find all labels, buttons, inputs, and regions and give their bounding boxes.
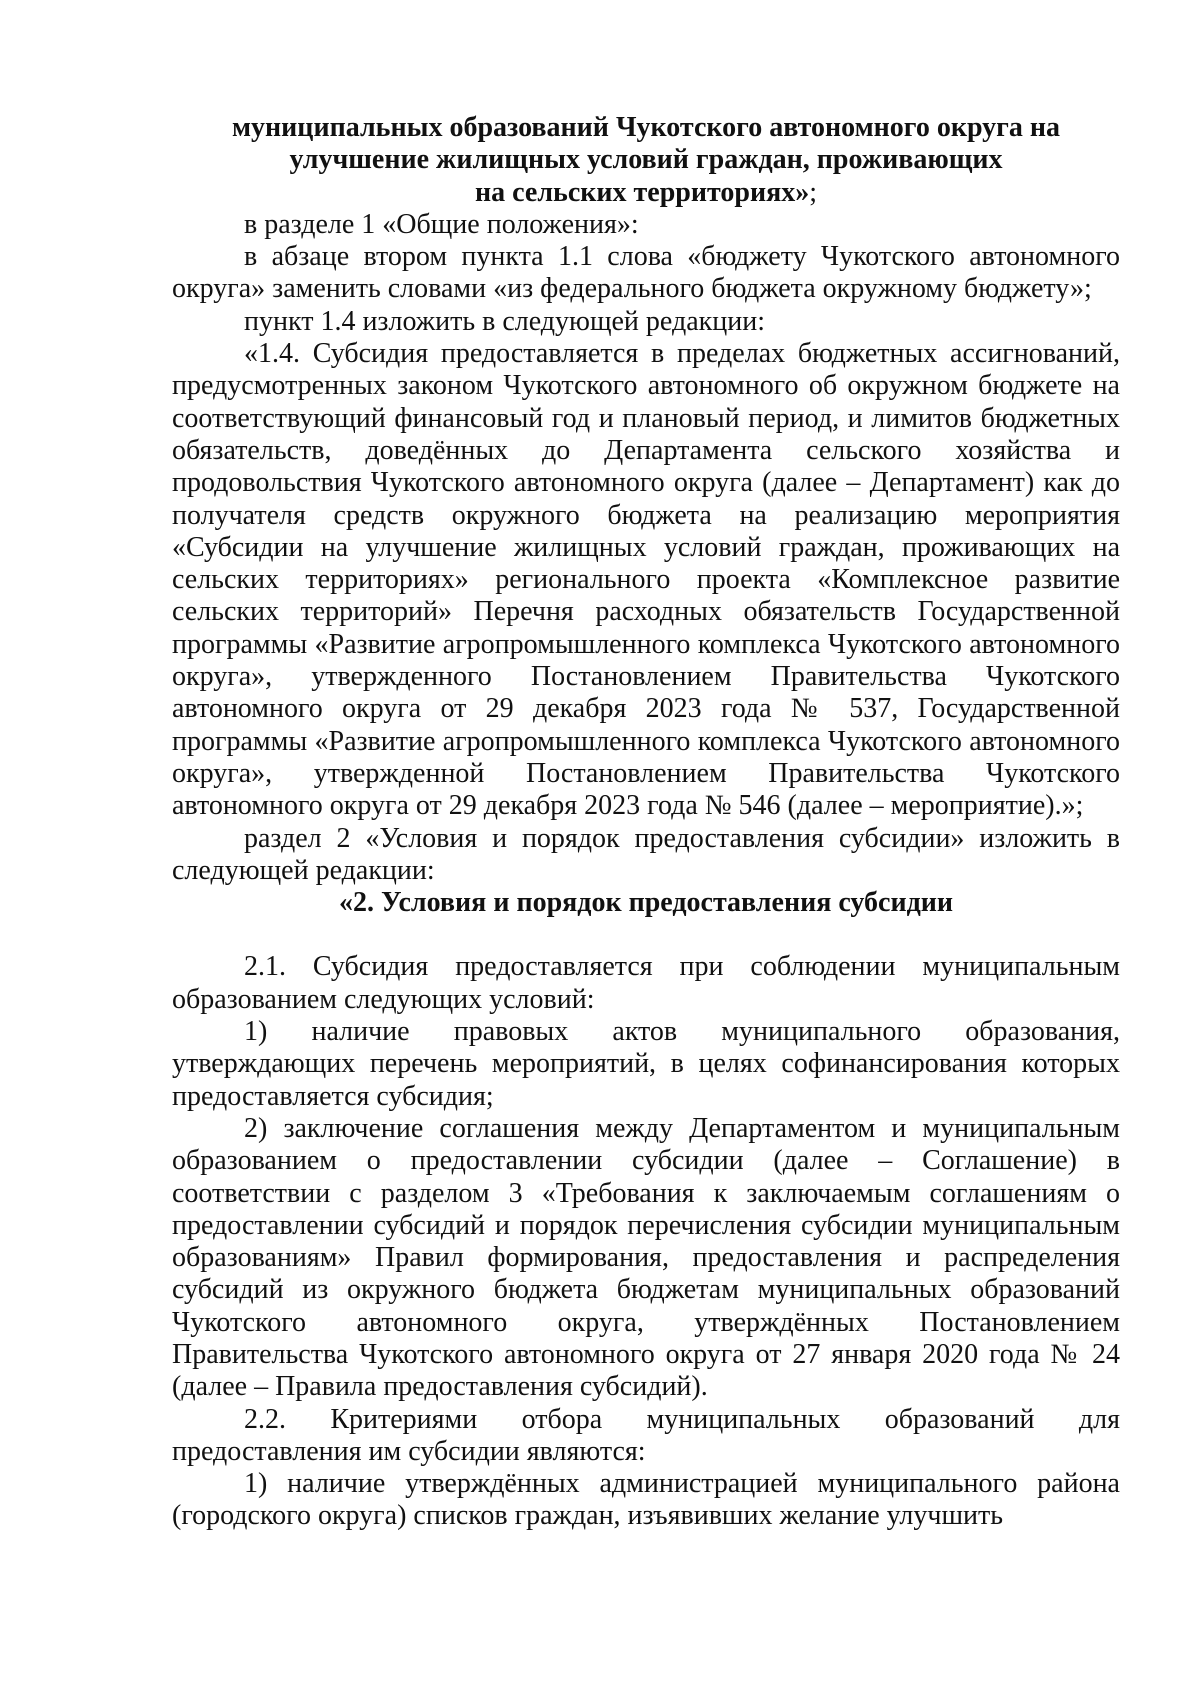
heading-line-3-text: на сельских территориях»: [474, 176, 810, 208]
paragraph-section2-intro: раздел 2 «Условия и порядок предоставления субсидии» изложить в следующей редакции:: [172, 822, 1120, 886]
paragraph-clause-1-4: «1.4. Субсидия предоставляется в пределах бюджетных ассигнований, предусмотренных законом Чукотского автономного об окружном бюджете на соответствующий финансовый год и плановый период, и лимитов бюджетных обязательств, доведённых до Департамента сельского хозяйства и продовольствия Чукотского автономного округа (далее – Департамент) как до получателя средств окружного бюджета на реализацию мероприятия «Субсидии на улучшение жилищных условий граждан, проживающих на сельских территориях» регионального проекта «Комплексное развитие сельских территорий» Перечня расходных обязательств Государственной программы «Развитие агропромышленного комплекса Чукотского автономного округа», утвержденного Постановлением Правительства Чукотского автономного округа от 29 декабря 2023 года № 537, Государственной программы «Развитие агропромышленного комплекса Чукотского автономного округа», утвержденной Постановлением Правительства Чукотского автономного округа от 29 декабря 2023 года № 546 (далее – мероприятие).»;: [172, 338, 1120, 822]
continued-heading: [172, 112, 1120, 209]
heading-line-1: муниципальных образований Чукотского автономного округа на: [231, 112, 1061, 143]
paragraph-clause-1-4-intro: пункт 1.4 изложить в следующей редакции:: [244, 305, 765, 337]
paragraph-2-2: 2.2. Критериями отбора муниципальных образований для предоставления им субсидии являются:: [172, 1403, 1120, 1467]
heading-line-3-tail: ;: [809, 176, 818, 208]
paragraph-2-1: 2.1. Субсидия предоставляется при соблюдении муниципальным образованием следующих условий:: [172, 951, 1120, 1015]
heading-line-2: улучшение жилищных условий граждан, проживающих: [289, 144, 1003, 176]
section-2-title: «2. Условия и порядок предоставления субсидии: [338, 887, 954, 919]
paragraph-2-2-item-1: 1) наличие утверждённых администрацией муниципального района (городского округа) списков граждан, изъявивших желание улучшить: [172, 1468, 1120, 1532]
paragraph-2-1-item-1: 1) наличие правовых актов муниципального образования, утверждающих перечень мероприятий, в целях софинансирования которых предоставляется субсидия;: [172, 1016, 1120, 1112]
paragraph-section1-intro: в разделе 1 «Общие положения»:: [244, 208, 639, 240]
document-page: [172, 112, 1120, 1533]
heading-line-3: [172, 177, 1120, 209]
paragraph-clause-1-1: в абзаце втором пункта 1.1 слова «бюджету Чукотского автономного округа» заменить словами «из федерального бюджета окружному бюджету»;: [172, 241, 1120, 305]
paragraph-2-1-item-2: 2) заключение соглашения между Департаментом и муниципальным образованием о предоставлении субсидии (далее – Соглашение) в соответствии с разделом 3 «Требования к заключаемым соглашениям о предоставлении субсидий и порядок перечисления субсидии муниципальным образованиям» Правил формирования, предоставления и распределения субсидий из окружного бюджета бюджетам муниципальных образований Чукотского автономного округа, утверждённых Постановлением Правительства Чукотского автономного округа от 27 января 2020 года № 24 (далее – Правила предоставления субсидий).: [172, 1112, 1120, 1403]
